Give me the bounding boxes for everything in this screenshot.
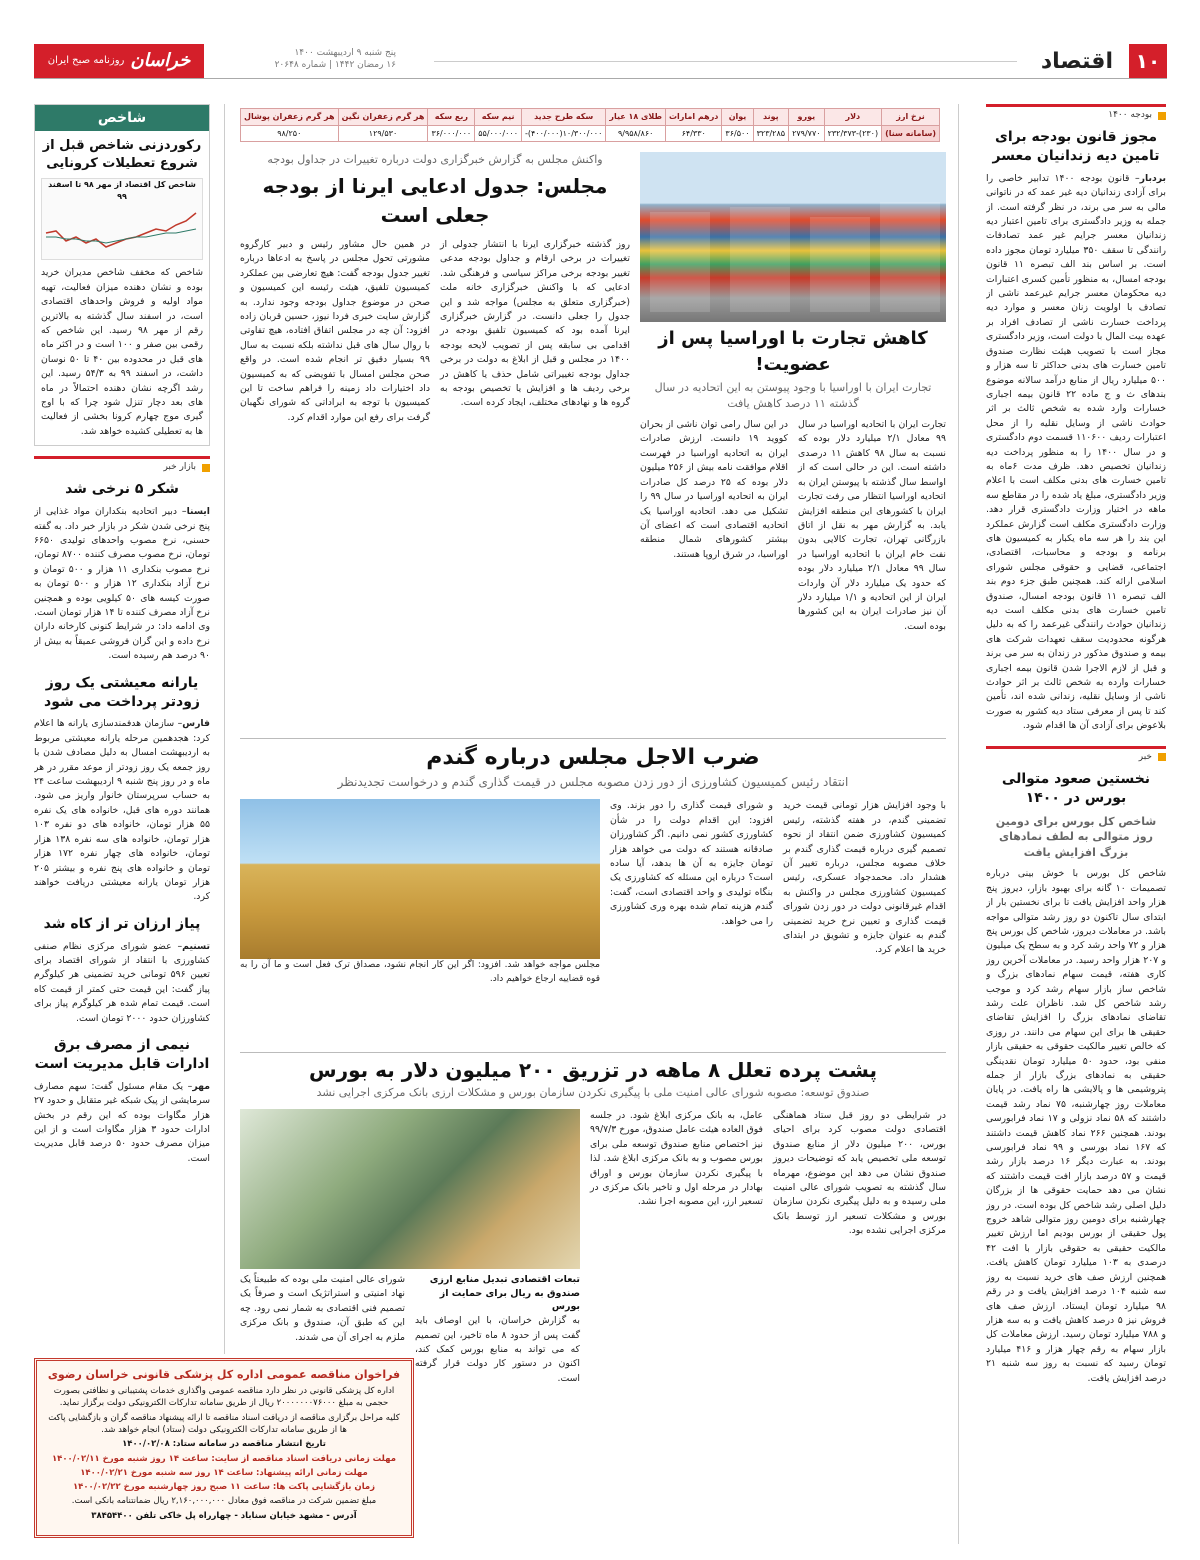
- rate-header: هر گرم زعفران پوشال: [241, 109, 339, 126]
- tender-title: فراخوان مناقصه عمومی اداره کل پزشکی قانونی خراسان رضوی: [47, 1368, 401, 1381]
- article-subheadline: انتقاد رئیس کمیسیون کشاورزی از دور زدن مصوبه مجلس در قیمت گذاری گندم و درخواست تجدیدنظر: [337, 774, 849, 789]
- column-rule: [958, 104, 959, 1544]
- article-body: شاخص کل بورس با خوش بینی درباره تصمیمات ۱۰ گانه برای بهبود بازار، دیروز پنج هزار واحد افزایش یافت تا برای نخستین بار از ابتدای سال تاکنون دو روز رشد متوالی مواجه باشد. در معاملات دیروز، شاخص کل بورس پنج هزار و ۷۲ واحد رشد کرد و به سطح یک میلیون و ۲۰۷ هزار واحد رسید. در معاملات آخرین روز کاری هفته، قیمت سهام نمادهای بزرگ و شاخص ساز بازار سهام رشد کرد و موجب رشد شاخص کل شد. ناظران علت رشد تقاضای نمادهای بزرگ را افزایش تقاضای حقیقی ها برای این سهام می دانند. در روزی که خالص تغییر مالکیت حقوقی به حقیقی بازار منفی بود، حدود ۵۰ میلیارد تومان نقدینگی حقیقی به نمادهای بزرگ بازار از جمله پتروشیمی ها و پالایشی ها راه یافت. در پایان معاملات روز چهارشنبه، ۷۵ نماد رشد قیمت داشتند که ۵۸ نماد نزولی و ۱۷ نماد فرابورسی بودند. همچنین ۲۶۶ نماد کاهش قیمت داشتند که ۱۶۷ نماد بورسی و ۹۹ نماد فرابورسی بودند. به عبارت دیگر ۱۶ درصد بازار رشد قیمت و ۵۷ درصد بازار افت قیمت داشتند که نشان می دهد حمایت حقوقی ها از بزرگان دلیل اصلی رشد شاخص کل بوده است. در روز چهارشنبه برای دومین روز متوالی شاهد خروج پول حقیقی از بورس بودیم اما ارزش تغییر مالکیت حقیقی به حقوقی بازار با افت ۴۲ درصدی به ۱۰۳ میلیارد تومان کاهش یافت. همچنین ارزش صف های خرید نسبت به روز سه شنبه ۱۰۴ درصد افزایش یافت و در رقم ۹۸ میلیارد تومان ایستاد. ارزش صف های فروش نیز ۵ درصد کاهش یافت و به سه هزار و ۷۸۸ میلیارد تومان رسید. ارزش معاملات کل بازار سهام به رقم چهار هزار و ۴۱۶ میلیارد تومان رسید که نسبت به روز سه شنبه ۲۱ درصد افزایش یافت.: [986, 868, 1166, 1384]
- rate-header: یوان: [722, 109, 753, 126]
- section-divider: [240, 1052, 946, 1053]
- section-tag: [34, 456, 210, 474]
- rate-header: هر گرم زعفران نگین: [338, 109, 428, 126]
- article-text: – دبیر اتحادیه بنکداران مواد غذایی از پنج نرخی شدن شکر در بازار خبر داد. به گفته حسنی، نرخ مصوب واحدهای تولیدی ۶۶۵۰ تومان، نرخ مصوب مصرف کننده ۸۷۰۰ تومان، نرخ مصوب بنکداری ۱۱ هزار و ۵۰۰ تومان و نرخ آزاد بنکداری ۱۲ هزار و ۵۰۰ تومان به صورت کیسه های ۵۰ کیلویی بوده و همچنین نرخ آزاد مصرف کننده تا ۱۴ هزار تومان است. وی ادامه داد: در شرایط کنونی کارخانه داران نرخ داده و این گران فروشی عمیقاً به بیش از ۹۰ درصد هم رسیده است.: [34, 506, 210, 662]
- masthead-divider: [434, 61, 1017, 62]
- article-subheadline: صندوق توسعه: مصوبه شورای عالی امنیت ملی با پیگیری نکردن سازمان بورس و مشکلات ارزی بانک مرکزی اجرایی نشد: [316, 1086, 870, 1099]
- rate-header: طلای ۱۸ عیار: [606, 109, 666, 126]
- article-body: [986, 172, 1166, 734]
- article-kicker: واکنش مجلس به گزارش خبرگزاری دولت درباره تغییرات در جداول بودجه: [267, 153, 603, 166]
- article-headline[interactable]: یارانه معیشتی یک روز زودتر پرداخت می شود: [44, 674, 200, 710]
- containers-illustration: [640, 152, 946, 322]
- chart-title: شاخص کل اقتصاد از مهر ۹۸ تا اسفند ۹۹: [48, 180, 196, 201]
- newspaper-logo[interactable]: [34, 44, 204, 78]
- tag-label: بودجه ۱۴۰۰: [1108, 110, 1152, 120]
- photo-caption: مجلس مواجه خواهد شد. افزود: اگر این کار انجام نشود، مصداق ترک فعل است و ما آن را به قوه قضاییه ارجاع خواهیم داد.: [240, 960, 600, 985]
- brand-name: خراسان: [130, 49, 191, 71]
- article-body: شاخص که مخفف شاخص مدیران خرید بوده و نشان دهنده میزان فعالیت، تهیه مواد اولیه و فروش واحدهای اقتصادی است، در اسفند سال گذشته به بالاترین رقم از مهر ۹۸ رسید. این شاخص که رقمی بین صفر و ۱۰۰ است و در اکثر ماه های قبل در محدوده بین ۴۰ تا ۵۰ نوسان داشت، در اسفند ۹۹ به ۵۴/۳ رسید. این رشد اگرچه نشان دهنده احتمالاً در ماه های بعد دچار تنزل شود چرا که با اوج گیری موج چهارم کرونا بخشی از فعالیت ها به تعطیلی کشیده خواهد شد.: [41, 267, 204, 437]
- article-body: تجارت ایران با اتحادیه اوراسیا در سال ۹۹ معادل ۲/۱ میلیارد دلار بوده که نسبت به سال ۹۸ کاهش ۱۱ درصدی داشته است. این در حالی است که از اواسط سال گذشته با پیوستن ایران به اتحادیه اوراسیا انتظار می رفت تجارت ایران با کشورهای این منطقه افزایش یابد. به گزارش مهر به نقل از اتاق بازرگانی تهران، تجارت کالایی بدون نفت خام ایران با اتحادیه اوراسیا در سال ۹۹ معادل ۲/۱ میلیارد دلار بوده که حدود یک میلیارد دلار آن واردات ایران از این اتحادیه و ۱/۱ میلیارد دلار آن نیز صادرات ایران به این کشورها بوده است.: [798, 419, 946, 632]
- article-headline[interactable]: رکوردزنی شاخص قبل از شروع تعطیلات کرونایی: [42, 138, 202, 171]
- tender-line: اداره کل پزشکی قانونی در نظر دارد مناقصه عمومی واگذاری خدمات پشتیبانی و نظافتی بصورت حجمی به مبلغ ۲۰۰۰۰۰۰۰۷۶۰۰۰ ریال از طریق سامانه تدارکات الکترونیکی دولت برگزار نماید.: [53, 1385, 395, 1409]
- rate-header: سکه طرح جدید: [521, 109, 605, 126]
- issue-number: ۱۶ رمضان ۱۴۴۲ | شماره ۲۰۶۴۸: [274, 60, 396, 71]
- tag-label: بازار خبر: [163, 462, 196, 473]
- article-body: به گزارش خراسان، با این اوصاف باید گفت پس از حدود ۸ ماه تاخیر، این تصمیم که می تواند به منابع بورس کمک کند، اکنون در دستور کار دولت قرار گرفته است.: [415, 1315, 580, 1384]
- wheat-field-photo[interactable]: [240, 799, 600, 959]
- tender-advertisement[interactable]: [34, 1358, 414, 1538]
- index-chart[interactable]: [41, 178, 203, 260]
- rate-header: یورو: [789, 109, 824, 126]
- rate-header: نیم سکه: [475, 109, 522, 126]
- tender-line: مهلت زمانی ارائه پیشنهاد: ساعت ۱۴ روز سه شنبه مورخ ۱۴۰۰/۰۲/۲۱: [80, 1467, 368, 1478]
- article-headline[interactable]: پیاز ارزان تر از کاه شد: [43, 915, 201, 932]
- issue-info: [246, 47, 396, 71]
- brand-tagline: روزنامه صبح ایران: [47, 54, 125, 66]
- rate-header: پوند: [753, 109, 788, 126]
- rate-header: ربع سکه: [428, 109, 475, 126]
- rates-source: (سامانه سنا): [882, 125, 940, 142]
- rate-value: ۳۲۳/۲۸۵: [753, 125, 788, 142]
- section-tag: [986, 746, 1166, 764]
- article-headline[interactable]: نیمی از مصرف برق ادارات قابل مدیریت است: [34, 1037, 210, 1072]
- left-column: [34, 104, 210, 1354]
- source-label: مهر: [192, 1080, 210, 1092]
- article-headline[interactable]: مجلس: جدول ادعایی ایرنا از بودجه جعلی است: [262, 173, 608, 227]
- tender-line: تاریخ انتشار مناقصه در سامانه ستاد: ۱۴۰۰/۰۲/۰۸: [122, 1439, 326, 1450]
- article-body: شورای عالی امنیت ملی بوده که طبیعتاً یک نهاد امنیتی و استراتژیک است و صرفاً یک تصمیم فنی اقتصادی به شمار نمی رود. چه این که طبق آن، صندوق و بانک مرکزی ملزم به اجرای آن می شدند.: [240, 1273, 405, 1343]
- rate-value: ۹/۹۵۸/۸۶۰: [606, 125, 666, 142]
- article-subheadline: تجارت ایران با اوراسیا با وجود پیوستن به این اتحادیه در سال گذشته ۱۱ درصد کاهش یافت: [654, 381, 932, 411]
- page-number: ۱۰: [1129, 44, 1167, 78]
- article-text: – یک مقام مسئول گفت: سهم مصارف سرمایشی از پیک شبکه غیر متقابل و حدود ۲۷ هزار مگاوات بوده که این رقم در بخش ادارات حدود ۳ هزار مگاوات است و از این میزان مصرف حدود ۵۰ درصد قابل مدیریت است.: [34, 1080, 210, 1164]
- tender-line: زمان بازگشایی پاکت ها: ساعت ۱۱ صبح روز چهارشنبه مورخ ۱۴۰۰/۰۲/۲۲: [72, 1482, 376, 1493]
- article-body: و شورای قیمت گذاری را دور بزند. وی افزود: این اقدام دولت را در شأن کشاورزی کشور نمی دانیم. اگر کشاورزان صادقانه هستند که دولت می خواهد هزار تومان جایزه به آن ها بدهد، آیا ساده است؟ درباره این مسئله که کشاورزی یک بنگاه تولیدی و واحد اقتصادی است، گفت: گندم هزینه تمام شده بهره وری کشاورزی را می خواهد.: [610, 800, 773, 927]
- index-chart-line: [42, 203, 202, 263]
- article-body: در همین حال مشاور رئیس و دبیر کارگروه مشورتی تحول مجلس در پاسخ به ادعاها درباره تغییر جدول بودجه گفت: هیچ تعارضی بین عملکرد کمیسیون تلفیق، هیئت رئیسه این کمیسیون و صحن در موضوع جداول بودجه وجود ندارد. به گزارش سایت خبری فردا نیوز، حسین قربان زاده افزود: آن چه در مجلس اتفاق افتاده، هیچ تفاوتی با روال سال های قبل نداشته بلکه نسبت به سال ۹۹ بسیار دقیق تر انجام شده است. در واقع صحن مجلس امسال با تفویضی که به کمیسیون داد اختیارات داد زمینه را فراهم ساخت تا این کمیسیون با توجه به ابراداتی که شورای نگهبان گرفت برای رفع این موارد اقدام کرد.: [240, 238, 430, 423]
- rate-header: دلار: [824, 109, 882, 126]
- article-body: با وجود افزایش هزار تومانی قیمت خرید تضمینی گندم، در هفته گذشته، رئیس کمیسیون کشاورزی ضمن انتقاد از نحوه تصمیم گیری درباره قیمت گذاری گندم بر خلاف مصوبه مجلس، درباره تغییر آن هشدار داد. محمدجواد عسکری، رئیس کمیسیون کشاورزی مجلس در واکنش به اقدام غیرقانونی دولت در دور زدن شورای قیمت گذاری و تعیین نرخ خرید تضمینی گندم به عنوان جایزه و تشویق در ابتدای خرید ها اعلام کرد.: [783, 800, 946, 956]
- article-body: در این سال رامی توان ناشی از بحران کووید ۱۹ دانست. ارزش صادرات ایران به اتحادیه اوراسیا در فهرست اقلام موافقت نامه بیش از ۲۵۶ میلیون دلار بوده که ۲۵ درصد کل صادرات ایران به اتحادیه اوراسیا در سال ۹۹ را تشکیل می دهد. اتحادیه اوراسیا یک اتحادیه اقتصادی است که اعضای آن بیشتر کشورهای شمال منطقه اوراسیا، در شرق اروپا هستند.: [640, 419, 789, 560]
- article-subheadline: شاخص کل بورس برای دومین روز متوالی به لطف نمادهای بزرگ افزایش یافت: [995, 814, 1157, 860]
- article-text: – سازمان هدفمندسازی یارانه ها اعلام کرد: هجدهمین مرحله یارانه معیشتی مربوط به اردیبهشت امسال به دلیل مصادف شدن با روز جمعه یک روز زودتر از موعد مقرر در هر ماه و در روز پنج شنبه ۹ اردیبهشت ساعت ۲۴ به حساب سرپرستان خانوار واریز می شود. همانند دوره های قبل، خانواده های یک نفره ۵۵ هزار تومان، خانواده های دو نفره ۱۰۳ هزار تومان، خانواده های سه نفره ۱۳۸ هزار تومان، خانواده های چهار نفره ۱۷۲ هزار تومان و خانواده های پنج نفره و بیشتر ۲۰۵ هزار تومان یارانه معیشتی دریافت خواهند کرد.: [34, 718, 210, 903]
- article-headline[interactable]: ضرب الاجل مجلس درباره گندم: [426, 745, 760, 770]
- article-headline[interactable]: پشت پرده تعلل ۸ ماهه در تزریق ۲۰۰ میلیون دلار به بورس: [309, 1058, 877, 1082]
- article-subhead: تبعات اقتصادی تبدیل منابع ارزی صندوق به ریال برای حمایت از بورس: [429, 1273, 580, 1313]
- source-label: بردبار: [1139, 172, 1166, 184]
- tender-line: مبلغ تضمین شرکت در مناقصه فوق معادل ۲,۱۶۰,۰۰۰,۰۰۰ ریال ضمانتنامه بانکی است.: [71, 1496, 377, 1507]
- rate-header: درهم امارات: [666, 109, 722, 126]
- article-body: [34, 1080, 210, 1166]
- rate-value: ۹۸/۲۵۰: [241, 125, 339, 142]
- index-header: شاخص: [35, 105, 209, 131]
- eurasia-article: [640, 152, 946, 634]
- article-body: [34, 717, 210, 904]
- rate-value: ۱۰/۳۰۰/۰۰۰(۴۰۰/۰۰۰)-: [521, 125, 605, 142]
- budget-article: [240, 152, 630, 425]
- dollar-bills-photo[interactable]: [240, 1109, 580, 1269]
- tender-address: آدرس - مشهد خیابان سناباد - چهارراه پل خاکی تلفن ۳۸۴۵۴۴۰۰: [91, 1510, 357, 1521]
- rates-label: نرخ ارز: [882, 109, 940, 126]
- article-body: [34, 505, 210, 663]
- article-body: عامل، به بانک مرکزی ابلاغ شود. در جلسه فوق العاده هیئت عامل صندوق، مورخ ۹۹/۷/۳ نیز اختصاص منابع صندوق توسعه ملی برای بورس مصوب و به بانک مرکزی ابلاغ شد. لذا با پیگیری نکردن سازمان بورس و اوراق بهادار در مرحله اول و تاخیر بانک مرکزی در تسعیر ارز، این مصوبه اجرا نشد.: [590, 1109, 763, 1208]
- rate-value: ۱۲۹/۵۳۰: [338, 125, 428, 142]
- article-headline[interactable]: نخستین صعود متوالی بورس در ۱۴۰۰: [1001, 770, 1151, 806]
- article-text: – عضو شورای مرکزی نظام صنفی کشاورزی با انتقاد از شورای اقتصاد برای تعیین ۵۹۶ تومانی خرید تضمینی هر کیلوگرم پیاز گفت: این قیمت حتی کمتر از قیمت کاه است. قیمت تمام شده هر کیلوگرم پیاز برای کشاورزان حدود ۲۰۰۰ تومان است.: [34, 940, 210, 1024]
- article-text: – قانون بودجه ۱۴۰۰ تدابیر خاصی را برای آزادی زندانیان دیه غیر عمد که در ناتوانی مالی به سر می برند، در نظر گرفته است. از جمله به وزیر دادگستری برای تامین اعتبار دیه زندانیان معسر جرایم غیر عمد تصادفات رانندگی تا سقف ۳۵۰ میلیارد تومان مجوز داده است. بر اساس بند الف تبصره ۱۱ قانون بودجه امسال، به منظور تأمین کسری اعتبارات دیه محکومان معسر جرایم غیرعمد ناشی از تصادف با اولویت زنان معسر و موارد دیه پرداخت خسارت ناشی از تصادف افراد بر عهده بیت المال با دولت است، وزیر دادگستری مجاز است با تصویب هیئت نظارت صندوق تامین خسارت های بدنی حداکثر تا سه هزار و ۵۰۰ میلیارد ریال از منابع درآمد سالانه موضوع بندهای ث و ج ماده ۲۲ قانون بیمه اجباری خسارات وارد شده به شخص ثالث بر اثر حوادث ناشی از وسایل نقلیه را از محل اعتبارات ردیف ۱۱۰۶۰۰ قسمت دوم دادگستری و در سال ۱۴۰۰ را به منظور پرداخت دیه زندانیان تخصیص دهد. ظرف مدت ۶ماه به تامین خسارت های بدنی مکلف است با اعلام وزیر دادگستری، مبلغ یاد شده را در مقاطع سه ماهه در اختیار وزارت دادگستری قرار دهد. وزارت دادگستری مکلف است گزارش عملکرد این بند را هر سه ماه یکبار به کمیسیون های برنامه و بودجه و محاسبات، اقتصادی، اجتماعی، قضایی و حقوقی مجلس شورای اسلامی ارائه کند. همچنین طبق جزء دوم بند الف تبصره ۱۱ قانون بودجه امسال، صندوق تامین خسارت های بدنی مکلف است دیه زندانیان حوادث رانندگی غیرعمد را که به دلیل هرگونه محدودیت سقف تعهدات شرکت های بیمه و صندوق مذکور در زندان به سر می برند و قبل از لازم الاجرا شدن قانون بیمه اجباری خسارات وارده به شخص ثالث بر اثر حوادث ناشی از وسایل نقلیه، زندانی شده اند، تأمین کند تا پس از معرفی ستاد دیه کشور به صورت بلاعوض برای آزادی آن ها اقدام شود.: [986, 172, 1166, 732]
- issue-date: پنج شنبه ۹ اردیبهشت ۱۴۰۰: [294, 48, 396, 58]
- article-headline[interactable]: مجوز قانون بودجه برای تامین دیه زندانیان معسر: [992, 129, 1160, 164]
- article-headline[interactable]: شکر ۵ نرخی شد: [65, 481, 179, 498]
- tag-label: خبر: [1138, 751, 1152, 762]
- section-tag: [986, 104, 1166, 122]
- section-title: اقتصاد: [1040, 49, 1113, 74]
- article-body: در شرایطی دو روز قبل ستاد هماهنگی اقتصادی دولت مصوب کرد برای احیای بورس، ۲۰۰ میلیون دلار از منابع صندوق توسعه ملی تخصیص یابد که توضیحات دیروز صندوق نشان می دهد این موضوع، مهرماه سال گذشته به تصویب شورای عالی امنیت ملی رسیده و به دلیل پیگیری نکردن سازمان بورس و مشکلات تسعیر ارز توسط بانک مرکزی اجرایی نشده بود.: [773, 1109, 946, 1237]
- container-port-photo[interactable]: [640, 152, 946, 322]
- article-body: روز گذشته خبرگزاری ایرنا با انتشار جدولی از تغییرات در برخی ارقام و جداول بودجه مدعی تغییر بودجه برخی مراکز سیاسی و فرهنگی شد. ادعایی که با واکنش خبرگزاری خانه ملت (خبرگزاری متعلق به مجلس) مواجه شد و این جدول را جعلی دانست. در گزارش خبرگزاری ایرنا آمده بود که کمیسیون تلفیق بودجه در اقدامی بی سابقه پس از تصویب لایحه بودجه ۱۴۰۰ در مجلس و قبل از ابلاغ به دولت در برخی جداول بودجه تغییراتی شامل حذف یا کاهش در برخی ردیف ها و افزایش یا تخصیص بودجه به گروه ها و نهادهای مختلف، ایجاد کرده است.: [440, 238, 630, 409]
- rate-value: ۵۵/۰۰۰/۰۰۰: [475, 125, 522, 142]
- source-label: تسنیم: [182, 940, 210, 952]
- index-box: [34, 104, 210, 446]
- fund-article: [240, 1056, 946, 1386]
- tender-line: کلیه مراحل برگزاری مناقصه از دریافت اسناد مناقصه تا ارائه پیشنهاد مناقصه گران و بازگشایی پاکت ها از طریق سامانه تدارکات الکترونیکی دولت (ستاد) انجام خواهد شد.: [48, 1412, 400, 1435]
- article-headline[interactable]: کاهش تجارت با اوراسیا پس از عضویت!: [658, 328, 928, 376]
- rate-value: ۳۶/۰۰۰/۰۰۰: [428, 125, 475, 142]
- column-rule: [224, 104, 225, 1354]
- masthead: [34, 44, 1167, 79]
- tag-marker: [1158, 112, 1166, 120]
- section-divider: [240, 738, 946, 739]
- tag-marker: [202, 464, 210, 472]
- rate-value: (۲۳۰)-۲۳۲/۳۷۳: [824, 125, 882, 142]
- source-label: فارس: [182, 718, 210, 730]
- wheat-article: [240, 742, 946, 987]
- rate-value: ۳۶/۵۰۰: [722, 125, 753, 142]
- article-body: [34, 940, 210, 1026]
- rate-value: ۶۴/۳۳۰: [666, 125, 722, 142]
- source-label: ایسنا: [186, 506, 210, 518]
- tender-line: مهلت زمانی دریافت اسناد مناقصه از سایت: ساعت ۱۴ روز شنبه مورخ ۱۴۰۰/۰۲/۱۱: [51, 1453, 397, 1464]
- rate-value: ۲۷۹/۷۷۰: [789, 125, 824, 142]
- currency-rates-table: [240, 108, 940, 142]
- right-sidebar: [986, 104, 1166, 1544]
- tag-marker: [1158, 753, 1166, 761]
